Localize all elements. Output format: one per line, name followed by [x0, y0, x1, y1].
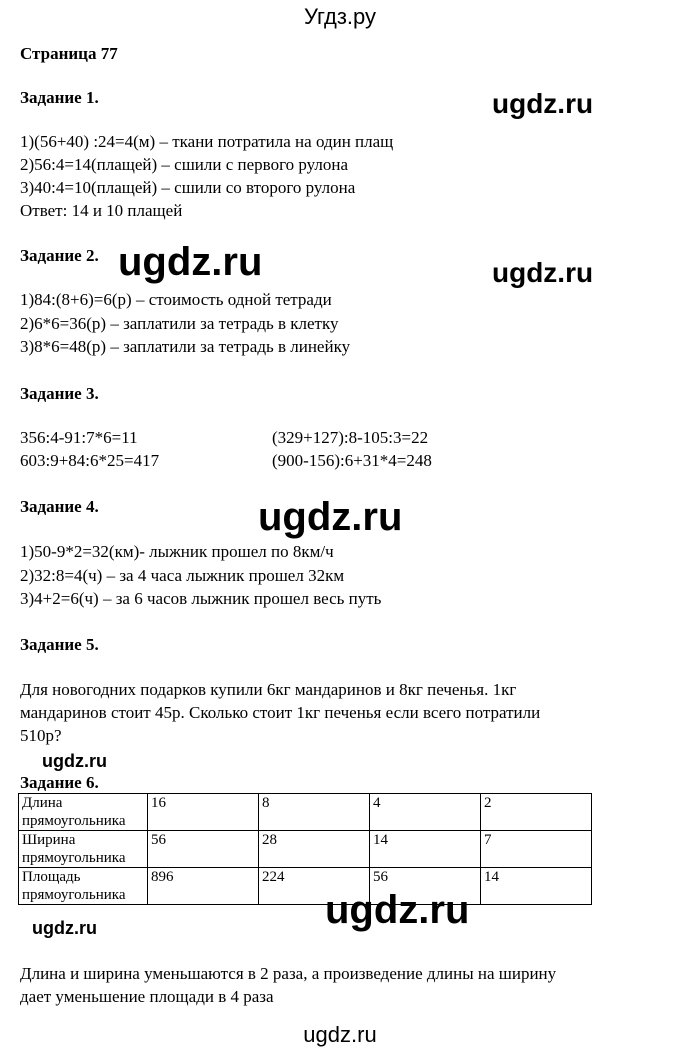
- site-header: Угдз.ру: [303, 4, 377, 29]
- task-5-text: мандаринов стоит 45р. Сколько стоит 1кг печенья если всего потратили: [20, 703, 541, 722]
- task-1-heading: Задание 1.: [20, 88, 99, 107]
- task-3-expression: 356:4-91:7*6=11: [20, 428, 138, 447]
- task-2-line: 1)84:(8+6)=6(р) – стоимость одной тетради: [20, 290, 332, 309]
- site-footer: ugdz.ru: [303, 1022, 377, 1047]
- task-1-line: 2)56:4=14(плащей) – сшили с первого рулона: [20, 155, 349, 174]
- row-label: Длина прямоугольника: [19, 794, 148, 831]
- table-row: [19, 831, 592, 868]
- task-1-answer: Ответ: 14 и 10 плащей: [20, 201, 183, 220]
- row-label: Ширина прямоугольника: [19, 831, 148, 868]
- task-2-line: 3)8*6=48(р) – заплатили за тетрадь в линейку: [20, 337, 351, 356]
- task-5-heading: Задание 5.: [20, 635, 99, 654]
- task-1-line: 3)40:4=10(плащей) – сшили со второго рулона: [20, 178, 356, 197]
- watermark: ugdz.ru: [325, 888, 470, 932]
- task-3-expression: 603:9+84:6*25=417: [20, 451, 160, 470]
- table-cell: 14: [481, 868, 592, 905]
- table-cell: 56: [370, 868, 481, 905]
- task-4-line: 3)4+2=6(ч) – за 6 часов лыжник прошел весь путь: [20, 589, 382, 608]
- task-2-heading: Задание 2.: [20, 246, 99, 265]
- table-cell: 14: [370, 831, 481, 868]
- task-2-line: 2)6*6=36(р) – заплатили за тетрадь в клетку: [20, 314, 339, 333]
- task-4-heading: Задание 4.: [20, 497, 99, 516]
- task-3-expression: (900-156):6+31*4=248: [272, 451, 432, 470]
- table-cell: 8: [259, 794, 370, 831]
- table-cell: 56: [148, 831, 259, 868]
- page-title: Страница 77: [20, 44, 118, 63]
- watermark: ugdz.ru: [32, 918, 97, 938]
- task-6-conclusion: Длина и ширина уменьшаются в 2 раза, а произведение длины на ширину: [20, 964, 557, 983]
- task-5-text: 510р?: [20, 726, 62, 745]
- task-6-heading: Задание 6.: [20, 773, 99, 792]
- table-cell: 16: [148, 794, 259, 831]
- watermark: ugdz.ru: [42, 751, 107, 771]
- table-cell: 4: [370, 794, 481, 831]
- watermark: ugdz.ru: [492, 88, 594, 119]
- task-3-expression: (329+127):8-105:3=22: [272, 428, 429, 447]
- watermark: ugdz.ru: [258, 495, 403, 539]
- table-row: [19, 794, 592, 831]
- task-1-line: 1)(56+40) :24=4(м) – ткани потратила на один плащ: [20, 132, 394, 151]
- table-cell: 2: [481, 794, 592, 831]
- table-cell: 896: [148, 868, 259, 905]
- task-3-heading: Задание 3.: [20, 384, 99, 403]
- task-6-conclusion: дает уменьшение площади в 4 раза: [20, 987, 274, 1006]
- task-5-text: Для новогодних подарков купили 6кг мандаринов и 8кг печенья. 1кг: [20, 680, 517, 699]
- watermark: ugdz.ru: [118, 240, 263, 284]
- task-4-line: 2)32:8=4(ч) – за 4 часа лыжник прошел 32км: [20, 566, 345, 585]
- table-cell: 224: [259, 868, 370, 905]
- table-cell: 28: [259, 831, 370, 868]
- table-cell: 7: [481, 831, 592, 868]
- rectangle-table: [18, 793, 592, 905]
- task-4-line: 1)50-9*2=32(км)- лыжник прошел по 8км/ч: [20, 542, 334, 561]
- table-row: [19, 868, 592, 905]
- row-label: Площадь прямоугольника: [19, 868, 148, 905]
- watermark: ugdz.ru: [492, 257, 594, 288]
